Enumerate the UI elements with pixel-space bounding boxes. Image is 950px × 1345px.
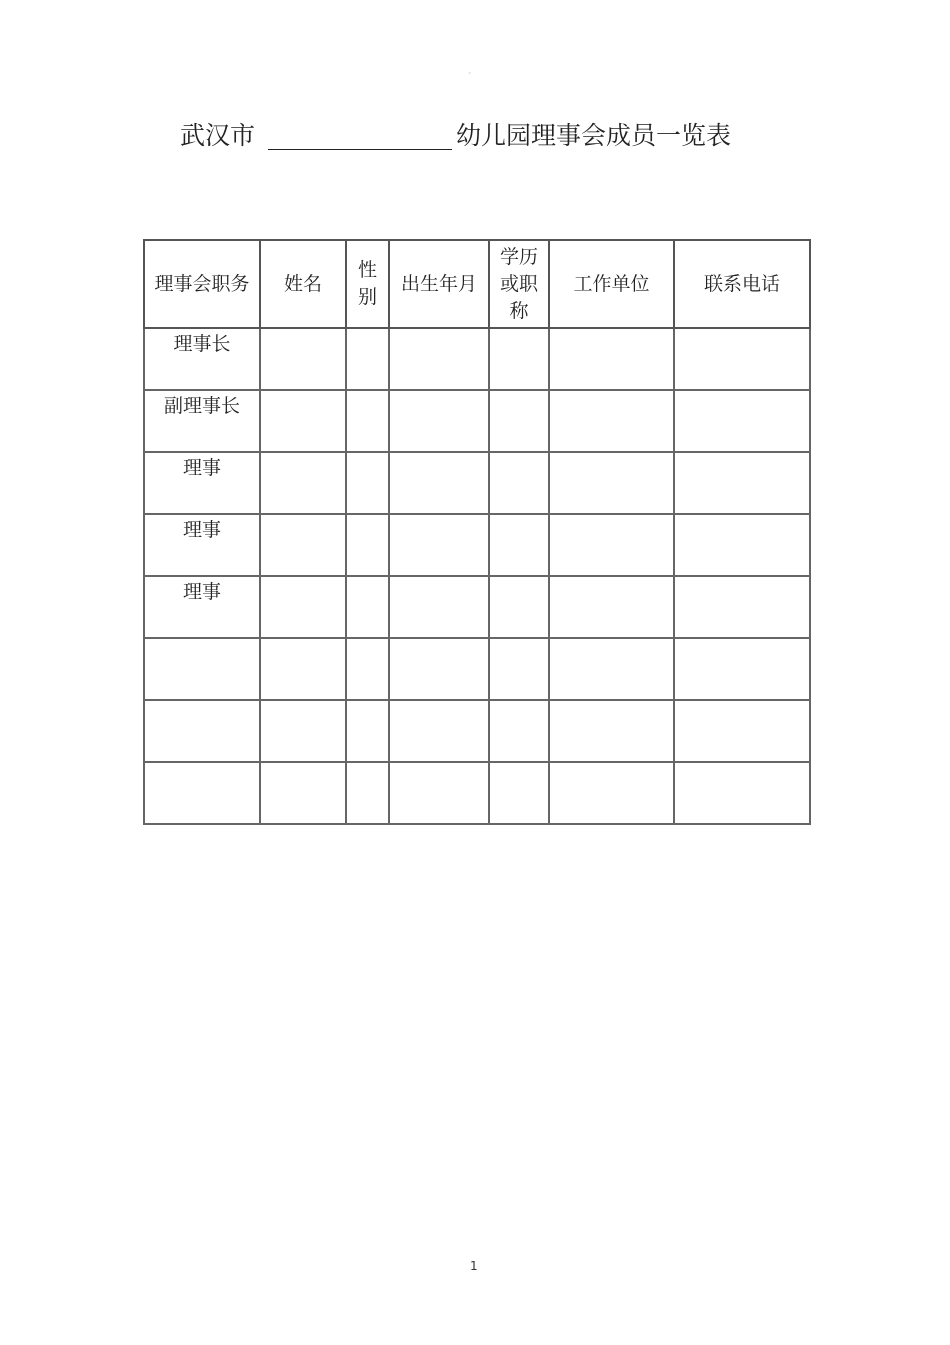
cell-name[interactable] xyxy=(260,638,346,700)
cell-gender[interactable] xyxy=(346,576,389,638)
cell-position: 副理事长 xyxy=(144,390,260,452)
table-row xyxy=(144,576,810,638)
cell-education[interactable] xyxy=(489,638,549,700)
cell-workplace[interactable] xyxy=(549,514,674,576)
title-blank-line xyxy=(268,149,452,150)
cell-gender[interactable] xyxy=(346,328,389,390)
cell-workplace[interactable] xyxy=(549,700,674,762)
cell-position[interactable] xyxy=(144,638,260,700)
cell-birth[interactable] xyxy=(389,328,489,390)
page-top-mark: ◦ xyxy=(468,70,472,77)
cell-birth[interactable] xyxy=(389,638,489,700)
cell-gender[interactable] xyxy=(346,390,389,452)
cell-workplace[interactable] xyxy=(549,452,674,514)
header-position: 理事会职务 xyxy=(144,240,260,328)
cell-birth[interactable] xyxy=(389,700,489,762)
table-row xyxy=(144,390,810,452)
cell-position[interactable] xyxy=(144,762,260,824)
header-gender xyxy=(346,240,389,328)
header-education-label: 学历或职称 xyxy=(499,245,538,322)
cell-name[interactable] xyxy=(260,576,346,638)
cell-phone[interactable] xyxy=(674,638,810,700)
cell-workplace[interactable] xyxy=(549,638,674,700)
cell-gender[interactable] xyxy=(346,762,389,824)
cell-education[interactable] xyxy=(489,514,549,576)
table-row xyxy=(144,514,810,576)
header-name: 姓名 xyxy=(260,240,346,328)
cell-name[interactable] xyxy=(260,390,346,452)
cell-workplace[interactable] xyxy=(549,576,674,638)
cell-phone[interactable] xyxy=(674,514,810,576)
page-title xyxy=(0,116,950,156)
cell-education[interactable] xyxy=(489,700,549,762)
table-row xyxy=(144,638,810,700)
cell-education[interactable] xyxy=(489,762,549,824)
table-row xyxy=(144,762,810,824)
cell-position: 理事 xyxy=(144,514,260,576)
cell-position: 理事 xyxy=(144,576,260,638)
header-workplace: 工作单位 xyxy=(549,240,674,328)
page-number: 1 xyxy=(470,1259,478,1273)
cell-education[interactable] xyxy=(489,452,549,514)
cell-name[interactable] xyxy=(260,328,346,390)
cell-birth[interactable] xyxy=(389,514,489,576)
cell-phone[interactable] xyxy=(674,762,810,824)
cell-position[interactable] xyxy=(144,700,260,762)
cell-gender[interactable] xyxy=(346,638,389,700)
cell-workplace[interactable] xyxy=(549,390,674,452)
cell-workplace[interactable] xyxy=(549,762,674,824)
members-table xyxy=(143,239,811,825)
title-city: 武汉市 xyxy=(180,121,256,150)
cell-phone[interactable] xyxy=(674,390,810,452)
cell-education[interactable] xyxy=(489,390,549,452)
title-text: 幼儿园理事会成员一览表 xyxy=(456,121,732,150)
table-row xyxy=(144,700,810,762)
cell-position: 理事 xyxy=(144,452,260,514)
header-gender-label: 性别 xyxy=(357,259,377,308)
cell-phone[interactable] xyxy=(674,576,810,638)
cell-workplace[interactable] xyxy=(549,328,674,390)
cell-name[interactable] xyxy=(260,514,346,576)
cell-birth[interactable] xyxy=(389,576,489,638)
cell-birth[interactable] xyxy=(389,390,489,452)
cell-gender[interactable] xyxy=(346,700,389,762)
cell-education[interactable] xyxy=(489,328,549,390)
cell-birth[interactable] xyxy=(389,762,489,824)
header-phone: 联系电话 xyxy=(674,240,810,328)
table-header-row xyxy=(144,240,810,328)
cell-education[interactable] xyxy=(489,576,549,638)
cell-name[interactable] xyxy=(260,762,346,824)
cell-phone[interactable] xyxy=(674,328,810,390)
cell-birth[interactable] xyxy=(389,452,489,514)
table-row xyxy=(144,452,810,514)
cell-phone[interactable] xyxy=(674,700,810,762)
cell-name[interactable] xyxy=(260,452,346,514)
cell-phone[interactable] xyxy=(674,452,810,514)
header-birth: 出生年月 xyxy=(389,240,489,328)
cell-name[interactable] xyxy=(260,700,346,762)
cell-position: 理事长 xyxy=(144,328,260,390)
cell-gender[interactable] xyxy=(346,514,389,576)
cell-gender[interactable] xyxy=(346,452,389,514)
table-row xyxy=(144,328,810,390)
header-education xyxy=(489,240,549,328)
